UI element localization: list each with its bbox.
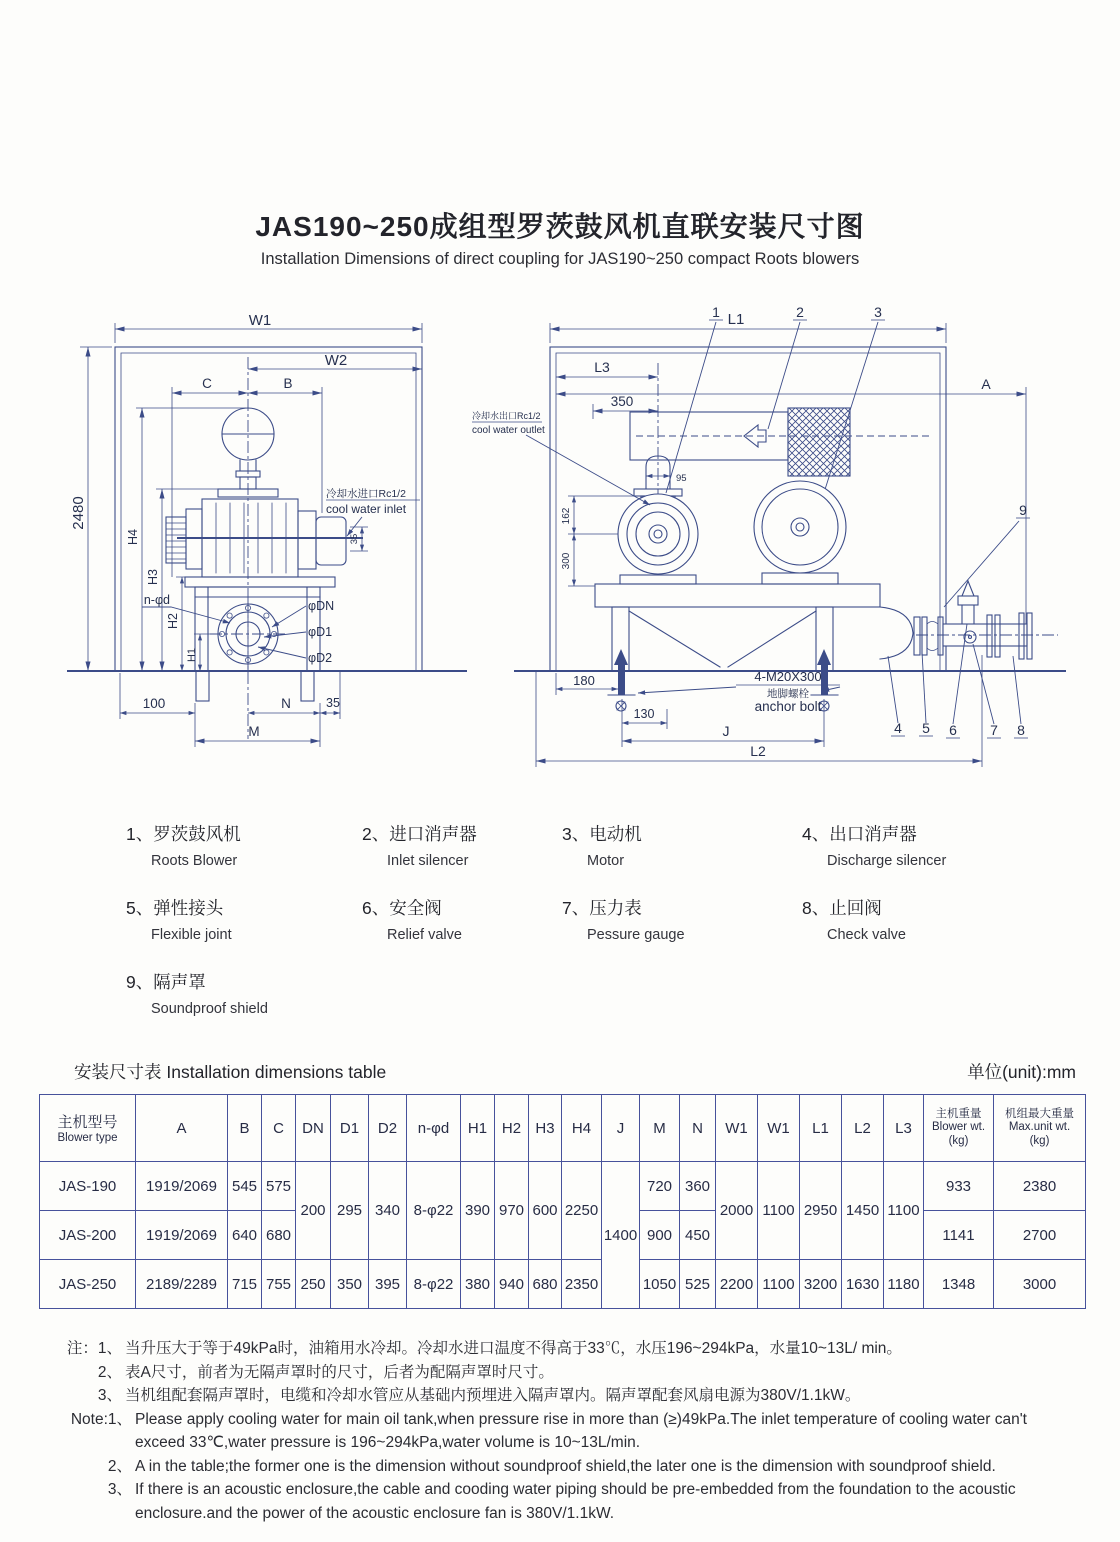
cell: 545 — [228, 1162, 262, 1211]
legend-num: 7、 — [562, 898, 590, 918]
cell-shared: 200 — [296, 1162, 331, 1260]
cell: 2200 — [716, 1260, 758, 1309]
cell-shared: 2250 — [562, 1162, 602, 1260]
cell: 1919/2069 — [136, 1162, 228, 1211]
cell: 250 — [296, 1260, 331, 1309]
legend-item-soundproof-shield — [126, 969, 362, 1017]
legend-item-check-valve — [802, 895, 1120, 943]
diagrams — [50, 299, 1120, 777]
cell-shared: 340 — [369, 1162, 407, 1260]
cell: 3200 — [800, 1260, 842, 1309]
motor-side — [754, 481, 846, 584]
col-h1: H1 — [461, 1095, 495, 1162]
label-water-outlet-zh: 冷却水出口Rc1/2 — [472, 411, 541, 421]
legend-num: 9、 — [126, 972, 154, 992]
flexible-joint — [922, 617, 927, 655]
legend-zh: 安全阀 — [389, 898, 442, 918]
cell-model: JAS-200 — [40, 1211, 136, 1260]
col-l2: L2 — [842, 1095, 884, 1162]
col-d2: D2 — [369, 1095, 407, 1162]
cell: 1100 — [758, 1260, 800, 1309]
cell-shared: 8-φ22 — [407, 1162, 461, 1260]
cell: 2189/2289 — [136, 1260, 228, 1309]
dim-130: 130 — [633, 707, 655, 721]
cell-shared: 295 — [331, 1162, 369, 1260]
dim-95: 95 — [676, 473, 687, 484]
dim-h1: H1 — [186, 647, 198, 663]
legend-en: Inlet silencer — [387, 853, 469, 869]
col-blower-type: 主机型号 Blower type — [40, 1095, 136, 1162]
cell-shared: 1100 — [758, 1162, 800, 1260]
cell: 525 — [680, 1260, 716, 1309]
cell: 755 — [262, 1260, 296, 1309]
label-water-inlet-zh: 冷却水进口Rc1/2 — [326, 488, 406, 500]
col-c: C — [262, 1095, 296, 1162]
cell: 1141 — [924, 1211, 994, 1260]
dim-b: B — [283, 376, 293, 391]
legend-num: 1、 — [126, 824, 154, 844]
legend-zh: 罗茨鼓风机 — [153, 824, 241, 844]
dim-h2: H2 — [166, 613, 180, 629]
label-phi-d2: φD2 — [308, 651, 333, 665]
legend-en: Relief valve — [387, 927, 462, 943]
cell-shared: 390 — [461, 1162, 495, 1260]
notes — [46, 1337, 1080, 1525]
dim-w1: W1 — [248, 312, 272, 329]
cell: 680 — [262, 1211, 296, 1260]
cell: 680 — [529, 1260, 562, 1309]
cell: 450 — [680, 1211, 716, 1260]
legend-item-relief-valve — [362, 895, 562, 943]
dim-n: N — [281, 696, 291, 711]
dim-180: 180 — [573, 673, 595, 688]
col-j: J — [602, 1095, 640, 1162]
legend-num: 2、 — [362, 824, 390, 844]
dim-35-inlet: 35 — [349, 533, 360, 545]
installation-dimensions-table — [39, 1094, 1086, 1309]
legend-zh: 进口消声器 — [389, 824, 477, 844]
inlet-silencer — [630, 408, 932, 476]
parts-legend — [126, 821, 1120, 1017]
dim-m: M — [248, 724, 260, 739]
discharge-train — [880, 581, 1058, 659]
note-en-3: 3、 If there is an acoustic enclosure,the cable and cooding water piping should be pre-embedded from the foundation to the acoustic enclosure.and the power of the acoustic enclosure fan is 380V/1.1kW. — [107, 1481, 1016, 1522]
cell-shared: 2000 — [716, 1162, 758, 1260]
callout-4: 4 — [894, 720, 902, 736]
legend-num: 5、 — [126, 898, 154, 918]
cell: 395 — [369, 1260, 407, 1309]
callout-5: 5 — [922, 720, 930, 736]
cell: 900 — [640, 1211, 680, 1260]
label-phi-dn: φDN — [308, 599, 335, 613]
col-n: N — [680, 1095, 716, 1162]
legend-en: Check valve — [827, 927, 906, 943]
legend-en: Soundproof shield — [151, 1001, 268, 1017]
col-w1: W1 — [716, 1095, 758, 1162]
col-d1: D1 — [331, 1095, 369, 1162]
legend-item-inlet-silencer — [362, 821, 562, 869]
legend-en: Pessure gauge — [587, 927, 685, 943]
callout-6: 6 — [949, 722, 957, 738]
dim-j: J — [722, 723, 730, 739]
cell-shared: 1100 — [884, 1162, 924, 1260]
col-b: B — [228, 1095, 262, 1162]
table-row-jas190 — [40, 1162, 1086, 1211]
col-h2: H2 — [495, 1095, 529, 1162]
label-bolt-en: anchor bolt — [754, 699, 822, 714]
cell-shared: 970 — [495, 1162, 529, 1260]
callout-2: 2 — [796, 304, 804, 320]
dim-2480: 2480 — [70, 496, 87, 530]
dim-350: 350 — [610, 394, 634, 409]
dim-l3: L3 — [594, 359, 610, 375]
dim-w2: W2 — [324, 352, 348, 369]
cell: 640 — [228, 1211, 262, 1260]
dim-c: C — [202, 376, 212, 391]
cell-shared: 1450 — [842, 1162, 884, 1260]
page-subtitle: Installation Dimensions of direct coupling for JAS190~250 compact Roots blowers — [260, 250, 860, 268]
col-blower-wt: 主机重量 Blower wt. (kg) — [924, 1095, 994, 1162]
cell: 1180 — [884, 1260, 924, 1309]
side-view-diagram — [470, 299, 1070, 777]
legend-en: Roots Blower — [151, 853, 238, 869]
table-header-row — [40, 1095, 1086, 1162]
dim-100: 100 — [142, 696, 166, 711]
cell: 350 — [331, 1260, 369, 1309]
cell: 575 — [262, 1162, 296, 1211]
note-zh-2: 2、 表A尺寸，前者为无隔声罩时的尺寸，后者为配隔声罩时尺寸。 — [97, 1363, 554, 1381]
legend-item-flexible-joint — [126, 895, 362, 943]
table-title: 安装尺寸表 Installation dimensions table — [74, 1062, 387, 1082]
dim-l2: L2 — [750, 743, 766, 759]
cell: 2380 — [994, 1162, 1086, 1211]
cell: 1050 — [640, 1260, 680, 1309]
col-n-phi-d: n-φd — [407, 1095, 461, 1162]
legend-en: Discharge silencer — [827, 853, 947, 869]
note-zh-1: 注：1、 当升压大于等于49kPa时，油箱用水冷却。冷却水进口温度不得高于33℃，水压196~294kPa，水量10~13L/ min。 — [66, 1340, 902, 1357]
dim-a: A — [981, 376, 991, 392]
legend-item-pressure-gauge — [562, 895, 802, 943]
legend-item-roots-blower — [126, 821, 362, 869]
table-unit: 单位(unit):mm — [967, 1062, 1076, 1082]
discharge-silencer — [880, 607, 913, 659]
col-m: M — [640, 1095, 680, 1162]
col-l3: L3 — [884, 1095, 924, 1162]
legend-item-discharge-silencer — [802, 821, 1120, 869]
cell: 8-φ22 — [407, 1260, 461, 1309]
note-en-1: Note:1、 Please apply cooling water for main oil tank,when pressure rise in more than (≥)49kPa.The inlet temperature of cooling water can't exceed 33℃,water pressure is 196~294kPa,water volume is 10~13L/min. — [70, 1410, 1027, 1452]
legend-num: 3、 — [562, 824, 590, 844]
col-h3: H3 — [529, 1095, 562, 1162]
note-en-2: 2、 A in the table;the former one is the dimension without soundproof shield,the later one is the dimension with soundproof shield. — [107, 1457, 996, 1475]
table-title-row — [74, 1059, 1076, 1084]
dim-h4: H4 — [126, 529, 140, 545]
dim-300: 300 — [561, 552, 572, 570]
callout-8: 8 — [1017, 722, 1025, 738]
label-bolt-spec: 4-M20X300 — [754, 669, 822, 684]
legend-zh: 压力表 — [589, 898, 642, 918]
callout-9: 9 — [1019, 502, 1027, 518]
cell: 933 — [924, 1162, 994, 1211]
legend-num: 6、 — [362, 898, 390, 918]
cell-shared-j: 1400 — [602, 1162, 640, 1309]
cell-shared: 2950 — [800, 1162, 842, 1260]
dim-h3: H3 — [146, 569, 160, 585]
callout-3: 3 — [874, 304, 882, 320]
cell: 2700 — [994, 1211, 1086, 1260]
cell: 1919/2069 — [136, 1211, 228, 1260]
cell: 2350 — [562, 1260, 602, 1309]
dim-162: 162 — [561, 507, 572, 525]
label-water-inlet-en: cool water inlet — [326, 502, 407, 516]
cell: 1348 — [924, 1260, 994, 1309]
cell-model: JAS-250 — [40, 1260, 136, 1309]
label-bolt-zh: 地脚螺栓 — [767, 688, 809, 700]
col-w1b: W1 — [758, 1095, 800, 1162]
legend-zh: 止回阀 — [829, 898, 882, 918]
legend-num: 8、 — [802, 898, 830, 918]
cell: 720 — [640, 1162, 680, 1211]
cell: 940 — [495, 1260, 529, 1309]
cell: 715 — [228, 1260, 262, 1309]
dim-35: 35 — [326, 696, 340, 710]
callout-7: 7 — [990, 722, 998, 738]
col-h4: H4 — [562, 1095, 602, 1162]
legend-en: Flexible joint — [151, 927, 232, 943]
table-row-jas250 — [40, 1260, 1086, 1309]
front-view-diagram — [50, 299, 470, 777]
cell: 360 — [680, 1162, 716, 1211]
legend-zh: 弹性接头 — [153, 898, 224, 918]
col-l1: L1 — [800, 1095, 842, 1162]
callout-1: 1 — [712, 304, 720, 320]
cell: 3000 — [994, 1260, 1086, 1309]
base-frame — [595, 584, 880, 671]
label-water-outlet-en: cool water outlet — [472, 425, 545, 436]
cell-shared: 600 — [529, 1162, 562, 1260]
col-max-unit-wt: 机组最大重量 Max.unit wt. (kg) — [994, 1095, 1086, 1162]
legend-zh: 出口消声器 — [829, 824, 917, 844]
roots-blower-side — [618, 494, 698, 584]
page-title: JAS190~250成组型罗茨鼓风机直联安装尺寸图 — [255, 211, 865, 242]
dim-l1: L1 — [727, 311, 745, 328]
label-n-phi-d: n-φd — [143, 593, 170, 607]
note-zh-3: 3、 当机组配套隔声罩时，电缆和冷却水管应从基础内预埋进入隔声罩内。隔声罩配套风扇电源为380V/1.1kW。 — [97, 1387, 861, 1405]
legend-zh: 电动机 — [589, 824, 642, 844]
label-phi-d1: φD1 — [308, 625, 333, 639]
col-dn: DN — [296, 1095, 331, 1162]
legend-en: Motor — [587, 853, 625, 869]
legend-item-motor — [562, 821, 802, 869]
title-block — [0, 0, 1120, 269]
cell: 380 — [461, 1260, 495, 1309]
cell: 1630 — [842, 1260, 884, 1309]
legend-zh: 隔声罩 — [153, 972, 206, 992]
soundproof-enclosure-side — [550, 347, 946, 671]
legend-num: 4、 — [802, 824, 830, 844]
col-a: A — [136, 1095, 228, 1162]
cell-model: JAS-190 — [40, 1162, 136, 1211]
